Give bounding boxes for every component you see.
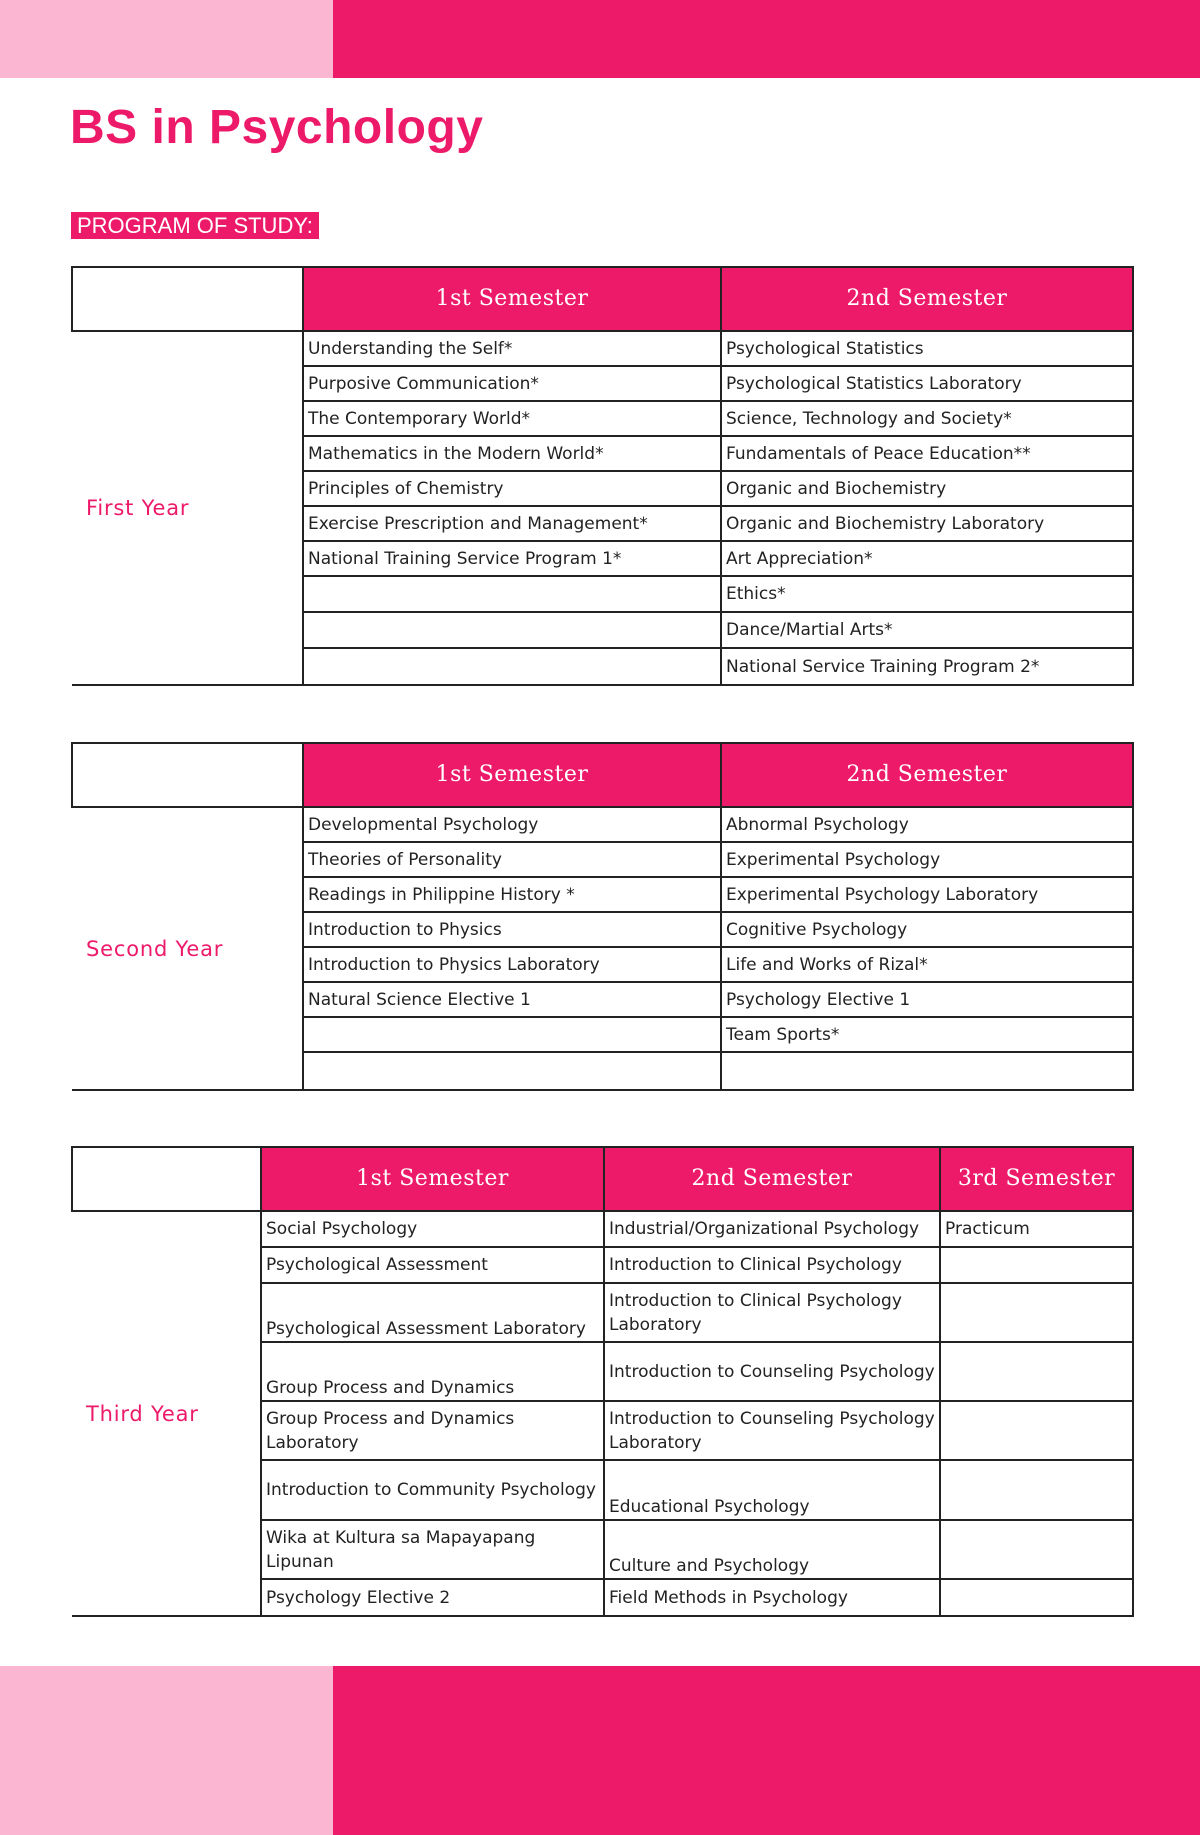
table-corner [72, 1147, 261, 1211]
course-cell: Wika at Kultura sa Mapayapang Lipunan [261, 1520, 604, 1579]
year-label [72, 331, 303, 685]
first-year-block [71, 266, 1132, 686]
course-cell: Psychological Assessment [261, 1247, 604, 1283]
course-cell [940, 1283, 1133, 1342]
banner-dark-block [333, 1666, 1200, 1835]
second-year-block [71, 742, 1132, 1091]
course-cell: National Service Training Program 2* [721, 648, 1133, 685]
course-cell: National Training Service Program 1* [303, 541, 721, 576]
course-cell: Mathematics in the Modern World* [303, 436, 721, 471]
semester-header: 1st Semester [303, 743, 721, 807]
banner-dark-block [333, 0, 1200, 78]
course-cell [940, 1401, 1133, 1460]
course-cell: Psychological Statistics Laboratory [721, 366, 1133, 401]
course-cell: Cognitive Psychology [721, 912, 1133, 947]
year-label-text: First Year [86, 496, 190, 520]
semester-header: 1st Semester [303, 267, 721, 331]
course-cell: Introduction to Clinical Psychology Laboratory [604, 1283, 940, 1342]
banner-light-block [0, 0, 333, 78]
course-cell: Developmental Psychology [303, 807, 721, 842]
semester-header: 3rd Semester [940, 1147, 1133, 1211]
course-cell: Science, Technology and Society* [721, 401, 1133, 436]
course-cell: Psychological Statistics [721, 331, 1133, 366]
course-cell: Purposive Communication* [303, 366, 721, 401]
course-cell: Group Process and Dynamics [261, 1342, 604, 1401]
course-cell [721, 1052, 1133, 1090]
course-cell: Understanding the Self* [303, 331, 721, 366]
course-cell: Culture and Psychology [604, 1520, 940, 1579]
course-cell [303, 612, 721, 648]
course-cell: Readings in Philippine History * [303, 877, 721, 912]
third-year-table [71, 1146, 1134, 1617]
course-cell: Psychology Elective 2 [261, 1579, 604, 1616]
course-cell: Organic and Biochemistry Laboratory [721, 506, 1133, 541]
first-year-table [71, 266, 1134, 686]
course-cell [940, 1247, 1133, 1283]
year-label [72, 807, 303, 1090]
course-cell [940, 1460, 1133, 1520]
semester-header: 2nd Semester [604, 1147, 940, 1211]
course-cell: Life and Works of Rizal* [721, 947, 1133, 982]
course-cell [940, 1342, 1133, 1401]
semester-header: 2nd Semester [721, 267, 1133, 331]
course-cell: Experimental Psychology [721, 842, 1133, 877]
course-cell: Theories of Personality [303, 842, 721, 877]
course-cell: Experimental Psychology Laboratory [721, 877, 1133, 912]
course-cell: Field Methods in Psychology [604, 1579, 940, 1616]
table-corner [72, 743, 303, 807]
course-cell [303, 1017, 721, 1052]
course-cell: Ethics* [721, 576, 1133, 612]
bottom-banner [0, 1666, 1200, 1835]
course-cell: Principles of Chemistry [303, 471, 721, 506]
course-cell: Fundamentals of Peace Education** [721, 436, 1133, 471]
banner-light-block [0, 1666, 333, 1835]
table-corner [72, 267, 303, 331]
top-banner [0, 0, 1200, 78]
course-cell: Practicum [940, 1211, 1133, 1247]
course-cell: Natural Science Elective 1 [303, 982, 721, 1017]
second-year-table [71, 742, 1134, 1091]
semester-header: 2nd Semester [721, 743, 1133, 807]
section-label: PROGRAM OF STUDY: [71, 212, 319, 239]
course-cell: Industrial/Organizational Psychology [604, 1211, 940, 1247]
third-year-block [71, 1146, 1132, 1617]
course-cell: Psychology Elective 1 [721, 982, 1133, 1017]
course-cell: Introduction to Community Psychology [261, 1460, 604, 1520]
year-label-text: Second Year [86, 936, 224, 961]
course-cell: Abnormal Psychology [721, 807, 1133, 842]
year-label [72, 1211, 261, 1616]
course-cell: Educational Psychology [604, 1460, 940, 1520]
course-cell: Dance/Martial Arts* [721, 612, 1133, 648]
course-cell [303, 576, 721, 612]
year-label-text: Third Year [86, 1401, 199, 1426]
course-cell [940, 1579, 1133, 1616]
course-cell: Social Psychology [261, 1211, 604, 1247]
course-cell: Introduction to Counseling Psychology [604, 1342, 940, 1401]
semester-header: 1st Semester [261, 1147, 604, 1211]
page-title: BS in Psychology [70, 101, 484, 154]
course-cell: Team Sports* [721, 1017, 1133, 1052]
course-cell: The Contemporary World* [303, 401, 721, 436]
course-cell: Group Process and Dynamics Laboratory [261, 1401, 604, 1460]
course-cell: Introduction to Clinical Psychology [604, 1247, 940, 1283]
course-cell: Psychological Assessment Laboratory [261, 1283, 604, 1342]
course-cell: Introduction to Counseling Psychology Laboratory [604, 1401, 940, 1460]
course-cell: Organic and Biochemistry [721, 471, 1133, 506]
course-cell [940, 1520, 1133, 1579]
course-cell [303, 1052, 721, 1090]
course-cell: Introduction to Physics [303, 912, 721, 947]
course-cell: Introduction to Physics Laboratory [303, 947, 721, 982]
course-cell: Art Appreciation* [721, 541, 1133, 576]
course-cell: Exercise Prescription and Management* [303, 506, 721, 541]
course-cell [303, 648, 721, 685]
